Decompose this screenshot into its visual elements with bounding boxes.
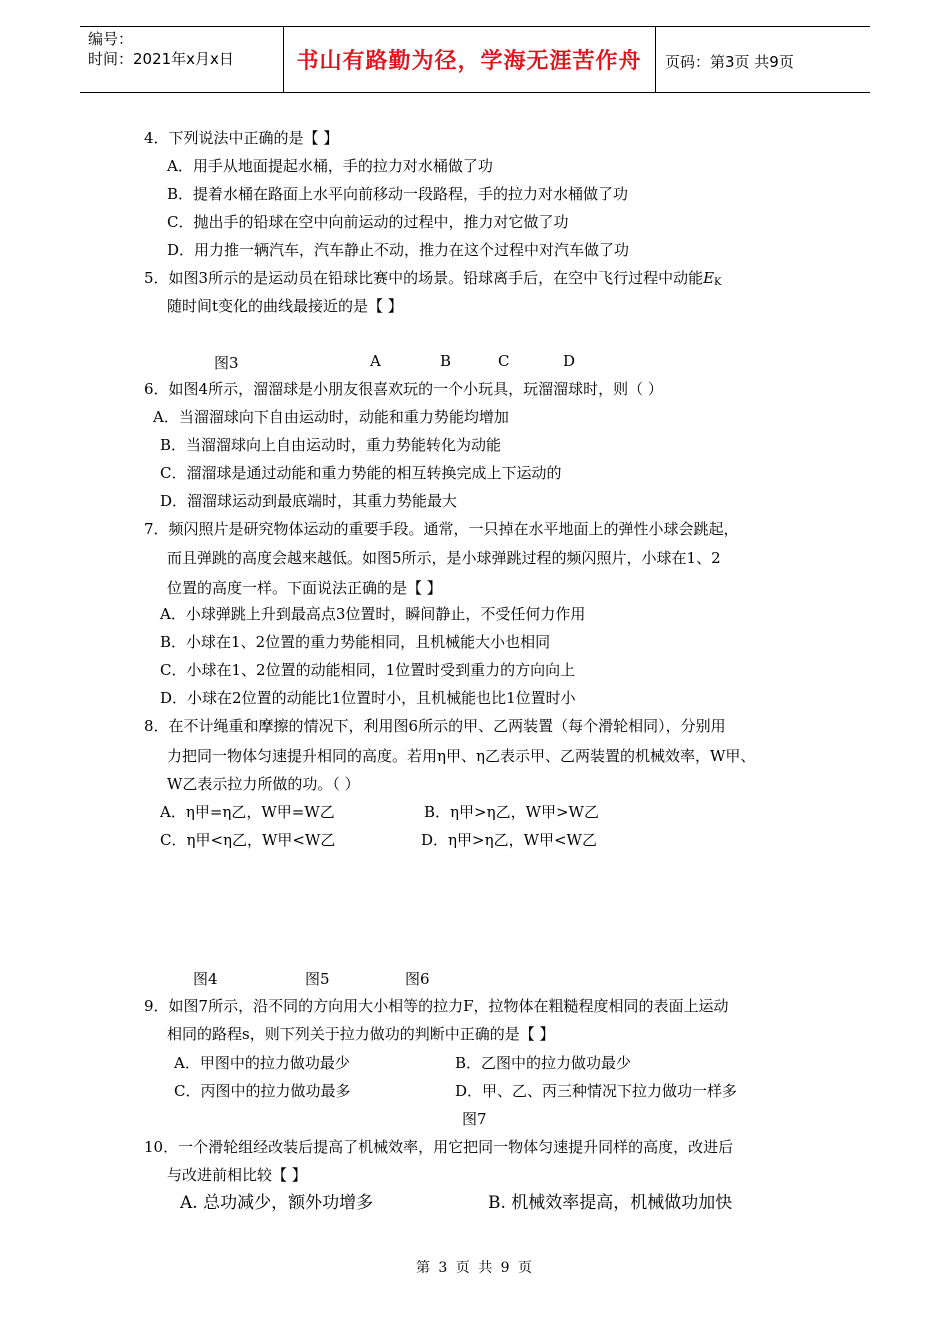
q5-choice-a: A <box>370 352 381 370</box>
q5-choice-d: D <box>563 352 576 370</box>
header-divider-right <box>655 26 656 92</box>
q5-choice-b: B <box>440 352 452 370</box>
q7-option-a: A．小球弹跳上升到最高点3位置时，瞬间静止，不受任何力作用 <box>160 605 586 623</box>
fig6-caption: 图6 <box>405 970 430 988</box>
header-top-rule <box>80 26 870 27</box>
q4-stem: 4．下列说法中正确的是【 】 <box>144 129 339 147</box>
q5-line-1-text: 5．如图3所示的是运动员在铅球比赛中的场景。铅球离手后，在空中飞行过程中动能 <box>144 269 704 287</box>
q9-option-c: C．丙图中的拉力做功最多 <box>174 1082 351 1100</box>
q7-line-2: 而且弹跳的高度会越来越低。如图5所示，是小球弹跳过程的频闪照片，小球在1、2 <box>167 549 721 567</box>
header-page-code: 页码：第3页 共9页 <box>665 53 794 71</box>
q5-choice-c: C <box>498 352 510 370</box>
q7-line-1: 7．频闪照片是研究物体运动的重要手段。通常，一只掉在水平地面上的弹性小球会跳起， <box>144 520 739 538</box>
q8-option-c: C．η甲<η乙，W甲<W乙 <box>160 831 336 849</box>
header-time-label: 时间：2021年x月x日 <box>88 50 234 68</box>
q8-line-2: 力把同一物体匀速提升相同的高度。若用η甲、η乙表示甲、乙两装置的机械效率，W甲、 <box>167 747 756 765</box>
q6-option-a: A．当溜溜球向下自由运动时，动能和重力势能均增加 <box>153 408 509 426</box>
q7-option-d: D．小球在2位置的动能比1位置时小，且机械能也比1位置时小 <box>160 689 576 707</box>
q6-option-b: B．当溜溜球向上自由运动时，重力势能转化为动能 <box>160 436 502 454</box>
q9-line-2: 相同的路程s，则下列关于拉力做功的判断中正确的是【 】 <box>167 1025 555 1043</box>
q6-option-d: D．溜溜球运动到最底端时，其重力势能最大 <box>160 492 458 510</box>
q6-stem: 6．如图4所示，溜溜球是小朋友很喜欢玩的一个小玩具，玩溜溜球时，则（ ） <box>144 380 663 398</box>
q8-option-a: A．η甲=η乙，W甲=W乙 <box>160 803 335 821</box>
q8-option-d: D．η甲>η乙，W甲<W乙 <box>421 831 597 849</box>
header-bottom-rule <box>80 92 870 93</box>
fig3-caption: 图3 <box>214 354 239 372</box>
fig7-caption: 图7 <box>462 1110 487 1128</box>
header-number-label: 编号： <box>88 30 134 48</box>
q9-option-d: D．甲、乙、丙三种情况下拉力做功一样多 <box>455 1082 738 1100</box>
q5-line-2: 随时间t变化的曲线最接近的是【 】 <box>167 297 403 315</box>
q4-option-a: A．用手从地面提起水桶，手的拉力对水桶做了功 <box>167 157 493 175</box>
q5-ek-symbol: E <box>703 269 715 287</box>
q8-line-1: 8．在不计绳重和摩擦的情况下，利用图6所示的甲、乙两装置（每个滑轮相同），分别用 <box>144 717 726 735</box>
q10-line-2: 与改进前相比较【 】 <box>167 1166 307 1184</box>
q5-line-1 <box>144 268 722 293</box>
q5-ek-subscript: K <box>714 277 722 288</box>
q10-line-1: 10．一个滑轮组经改装后提高了机械效率，用它把同一物体匀速提升同样的高度，改进后 <box>144 1138 734 1156</box>
q4-option-d: D．用力推一辆汽车，汽车静止不动，推力在这个过程中对汽车做了功 <box>167 241 630 259</box>
q8-line-3: W乙表示拉力所做的功。（ ） <box>167 775 360 793</box>
page-footer: 第 3 页 共 9 页 <box>415 1260 535 1276</box>
q4-option-b: B．提着水桶在路面上水平向前移动一段路程，手的拉力对水桶做了功 <box>167 185 629 203</box>
q9-option-a: A．甲图中的拉力做功最少 <box>174 1054 350 1072</box>
q9-option-b: B．乙图中的拉力做功最少 <box>455 1054 632 1072</box>
fig5-caption: 图5 <box>305 970 330 988</box>
q10-option-a: A. 总功减少，额外功增多 <box>180 1193 374 1213</box>
q6-option-c: C．溜溜球是通过动能和重力势能的相互转换完成上下运动的 <box>160 464 562 482</box>
header-motto: 书山有路勤为径，学海无涯苦作舟 <box>296 48 642 74</box>
q10-option-b: B. 机械效率提高，机械做功加快 <box>488 1193 733 1213</box>
q7-line-3: 位置的高度一样。下面说法正确的是【 】 <box>167 579 442 597</box>
q7-option-b: B．小球在1、2位置的重力势能相同，且机械能大小也相同 <box>160 633 551 651</box>
fig4-caption: 图4 <box>193 970 218 988</box>
q9-line-1: 9．如图7所示，沿不同的方向用大小相等的拉力F，拉物体在粗糙程度相同的表面上运动 <box>144 997 729 1015</box>
q7-option-c: C．小球在1、2位置的动能相同，1位置时受到重力的方向向上 <box>160 661 576 679</box>
q4-option-c: C．抛出手的铅球在空中向前运动的过程中，推力对它做了功 <box>167 213 569 231</box>
q8-option-b: B．η甲>η乙，W甲>W乙 <box>424 803 599 821</box>
